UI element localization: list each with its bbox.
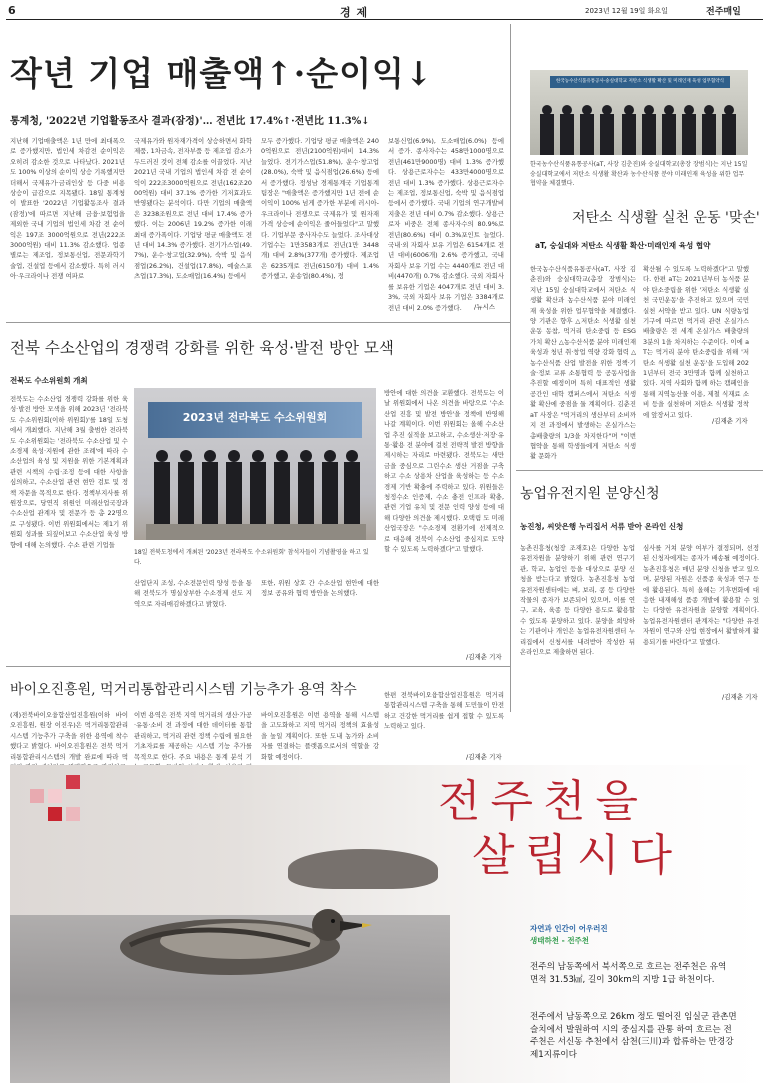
issue-date: 2023년 12월 19일 화요일 <box>585 7 668 15</box>
committee-banner-text: 2023년 전라북도 수소위원회 <box>182 411 328 424</box>
header-rule <box>6 19 763 20</box>
a5-body-col3: 바이오진흥원은 이번 용역을 통해 시스템을 고도화하고 지역 먹거리 정책의 효율성을 높일 계획이다. 또한 도내 농가와 소비자를 연결하는 플랫폼으로서의 역할을 강화할 예정이다. <box>261 711 379 761</box>
ad-paragraph-2: 전주에서 남동쪽으로 26km 정도 떨어진 임실군 관촌면 슬치에서 발원하여 시의 중심지를 관통 하여 흐르는 전주천은 서신동 추천에서 삼천(三川)과 합류하는 만경강 제1지류이다 <box>530 1012 737 1060</box>
a1-headline: 작년 기업 매출액↑·순이익↓ <box>10 54 434 93</box>
a3-top-rule <box>6 322 510 323</box>
committee-people <box>146 446 366 540</box>
a3-body-col3a: 산업단지 조성, 수소전문인력 양성 등을 통해 전북도가 명실상부한 수소경제 선도 지역으로 자리매김하겠다고 밝혔다. <box>134 579 252 608</box>
a5-body-col1: (재)전북바이오융합산업진흥원(이하 바이오진흥원, 원장 이진우)은 먹거리통합관리시스템 기능추가 구축을 위한 용역에 착수했다고 밝혔다. 바이오진흥원은 전북 먹거리통합관리시스템의 개발 완료에 따라 먹 <box>10 711 128 761</box>
hydrogen-committee-photo <box>134 388 376 540</box>
a3-headline: 전북 수소산업의 경쟁력 강화를 위한 육성·발전 방안 모색 <box>10 339 394 357</box>
a2-body-col1: 한국농수산식품유통공사(aT, 사장 김춘진)와 숭실대학교(총장 장범식)는 지난 15일 숭실대학교에서 저탄소 식생활 확산과 농수산식품 분야 미래인재 육성을 위한 업무협약을 체결했다. 양 기관은 향후 △저탄소 식생활 실천 운동 동참, 먹거리 탄소중립 등 ESG 가치 확산 △농수산식품 분야 미래인재 육성과 청년 취·창업 역량 강화 협력 △ 농수산식품 산업 발전을 위한 정책·기술·정보 교류 소통협력 등 공동사업을 추진할 예정이며 특히 대표적인 생활공간인 대학 캠퍼스에서 저탄소 식생활 확산에 중점을 둘 계획이다. 김춘진 aT 사장은 "먹거리의 생산부터 소비까지 전 과정에서 발생하는 온실가스는 총배출량의 1/3을 차지한다"며 "이번 협약을 통해 학생들에게 저탄소 식생활 문화가 <box>530 265 636 461</box>
ad-title-line1: 전주천을 <box>438 776 649 827</box>
hydrogen-photo-caption: 18일 전북도청에서 개최된 '2023년 전라북도 수소위원회' 참석자들이 기념촬영을 하고 있다. <box>134 549 369 566</box>
a1-body-col3: 모두 증가했다. 기업당 평균 매출액은 2400억원으로 전년(2100억원)대비 14.3% 늘었다. 전기가스업(51.8%), 운수·창고업(28.0%), 숙박 및 음식점업(26.6%) 등에서 증가했다. 정성남 경제통계국 기업통계팀장은 "매출액은 증가했지만 1년 전에 순이익이 100% 넘게 증가한 부분에 러시아-우크라이나 전쟁으로 국제유가 및 원자재가격 상승에 순이익은 줄어들었다"고 말했다. 기업부문 중사자수도 늘었다. 조사대상 기업수는 1만3583개로 전년(1만 3448개) 대비 2.8%(377개) 증가했다. 제조업은 6235개로 전년(6150개) 대비 1.4% 증가했고, 운송업(80.4%), 정 <box>261 137 379 281</box>
a4-byline: /김재춘 기자 <box>722 693 758 701</box>
column-divider <box>510 24 511 712</box>
mou-photo <box>530 70 748 155</box>
duck-illustration <box>90 875 390 985</box>
paper-name: 전주매일 <box>706 7 741 17</box>
a5-body-col4: 한편 전북바이오융합산업진흥원은 먹거리통합관리시스템 구축을 통해 도민들이 안전하고 건강한 먹거리를 쉽게 접할 수 있도록 노력하고 있다. <box>384 691 504 731</box>
right-rule-1 <box>516 470 763 471</box>
section-name: 경 제 <box>340 6 369 19</box>
a1-body-col1: 지난해 기업매출액은 1년 만에 최대폭으로 증가했지만, 법인세 차감전 순이익은 오히려 감소한 것으로 나타났다. 2021년도 100% 이상의 순이익 상승 기록했지만 더해서 국제유가·금리인상 등 다중 비용상승이 급감으로 지목됐다. 18일 통계청이 발표한 '2022년 기업활동조사 결과(잠정)'에 따르면 지난해 금융·보험업을 제외한 국내 기업의 법인세 차감 전 순이익은 197조 3000억원으로 전년(222조3000억원) 대비 11.3% 감소했다. 업종별로는 제조업, 정보통신업, 전문과학기술업, 건설업 등에서 감소했다. 특히 러시아·우크라이나 전쟁 여파로 <box>10 137 125 281</box>
a3-body-col2: 방안에 대한 의견을 교환했다. 전북도는 이날 위원회에서 나온 의견을 바탕으로 '수소산업 진흥 및 발전 방안'을 정책에 반영해 나갈 계획이다. 이번 위원회는 올해 수소산업 추진 실적을 보고하고, 수소생산·저장·유통·활용 전 분야에 걸친 전략적 발전 방향을 제시하는 자리로 마련됐다. 전북도는 새만금을 중심으로 그린수소 생산 거점을 구축하고 수소 상용차 산업을 육성하는 등 수소경제 기반 확충에 주력하고 있다. 위원들은 청정수소 인증제, 수소 충전 인프라 확충, 관련 기업 유치 및 전문 인력 양성 등에 대해 다양한 의견을 제시했다. 오택림 도 미래산업국장은 "수소경제 전환기에 선제적으로 대응해 전북이 수소산업 중심지로 도약할 수 있도록 노력하겠다"고 말했다. <box>384 389 504 554</box>
a2-headline: 저탄소 식생활 실천 운동 '맞손' <box>572 210 760 226</box>
mou-banner: 한국농수산식품유통공사·숭실대학교 저탄소 식생활 확산 및 미래인재 육성 업무협약식 <box>550 76 730 88</box>
a2-subhead: aT, 숭실대와 저탄소 식생활 확산·미래인재 육성 협약 <box>535 241 711 250</box>
a1-byline: /뉴시스 <box>474 303 496 311</box>
a3-subhead: 전북도 수소위원회 개최 <box>10 376 88 385</box>
a3-body-col3b: 또한, 위원 상호 간 수소산업 현안에 대한 정보 공유와 협력 방안을 논의했다. <box>261 579 379 598</box>
a5-headline: 바이오진흥원, 먹거리통합관리시스템 기능추가 용역 착수 <box>10 682 357 698</box>
a5-top-rule <box>6 666 510 667</box>
a1-body-col2: 국제유가와 원자재가격이 상승하면서 화학제품, 1차금속, 전자부품 등 제조업 감소가 두드러진 것이 전체 감소를 이끌었다. 지난 2021년 국내 기업의 법인세 차감 전 순이익이 222조3000억원으로 전년(162조2000억원) 대비 37.1% 증가한 기저효과도 반영됐다는 분석이다. 다만 기업의 매출액은 3238조원으로 전년 대비 17.4% 증가했다. 이는 2006년 19.2% 증가한 이래 최대 증가폭이다. 기업당 평균 매출액도 전년 대비 14.3% 증가했다. 전기가스업(49.7%), 운수·창고업(32.9%), 숙박 및 음식점업(26.2%), 건설업(17.8%), 예술스포츠업(17.3%), 도소매업(16.4%) 등에서 <box>134 137 252 281</box>
a1-body-col4: 보통신업(6.9%), 도소매업(6.0%) 등에서 증가. 종사자수는 458만1000명으로 전년(461만9000명) 대비 1.3% 증가했다. 상용근로자수는 433만4000명으로 전년 대비 1.3% 증가했다. 상용근로자수는 제조업, 정보통신업, 숙박 및 음식점업 등에서 증가했다. 국내 기업의 연구개발비 지출은 전년 대비 0.7% 감소했다. 상용근로자 비중은 전체 종사자수의 80.9%로 전년(80.6%) 대비 0.3%포인트 늘었다. 국내·외 자회사 보유 기업은 6154개로 전년 대비(6006개) 2.6% 증가했고, 국내 자회사 보유 기업 수는 4440개로 전년 대비(4470개) 0.7% 감소했다. 국외 자회사를 보유한 기업은 4047개로 전년 대비 3.3%, 국외 자회사 보유 기업은 3384개로 전년 대비 2.0% 증가했다. <box>388 137 504 312</box>
a5-byline: /김재춘 기자 <box>466 753 502 761</box>
jeonjucheon-ad <box>10 765 762 1083</box>
a5-body-col2: 이번 용역은 전북 지역 먹거리의 생산·가공·유통·소비 전 과정에 대한 데이터를 통합 관리하고, 먹거리 관련 정책 수립에 필요한 기초자료를 제공하는 시스템 기능 추가를 목적으로 한다. 주요 내용은 통계 분석 기 <box>134 711 252 761</box>
a1-subhead: 통계청, '2022년 기업활동조사 결과(잠정)'… 전년比 17.4%↑·전년比 11.3%↓ <box>10 116 370 127</box>
ad-tagline-2: 생태하천 - 전주천 <box>530 936 590 945</box>
a4-subhead: 농진청, 씨앗은행 누리집서 서류 받아 온라인 신청 <box>520 522 684 531</box>
ad-paragraph-1: 전주의 남동쪽에서 북서쪽으로 흐르는 전주천은 유역면적 31.53㎢, 길이 30km의 지방 1급 하천이다. <box>530 962 727 985</box>
a4-body-col1: 농촌진흥청(청장 조재호)은 다양한 농업유전자원을 분양하기 위해 관련 연구기관, 학교, 농업인 등을 대상으로 분양 신청을 받는다고 밝혔다. 농촌진흥청 농업유전자원센터에는 벼, 보리, 콩 등 다양한 작물의 종자가 보존되어 있으며, 이를 연구, 교육, 육종 등 다양한 용도로 활용할 수 있도록 분양하고 있다. 분양을 희망하는 기관이나 개인은 농업유전자원센터 누리집에서 신청서를 내려받아 작성한 뒤 온라인으로 제출하면 된다. <box>520 544 635 657</box>
a2-body-col2: 확산될 수 있도록 노력하겠다"고 말했다. 한편 aT는 2021년부터 농식품 분야 탄소중립을 위한 '저탄소 식생활 실천 국민운동'을 추진하고 있으며 국민 실천 서약을 받고 있다. UN 식량농업기구에 따르면 먹거리 관련 온실가스 배출량은 전 세계 온실가스 배출량의 3분의 1을 차지하는 수준이다. 이에 aT는 먹거리 분야 탄소중립을 위해 '저탄소 식생활 실천 운동'을 도입해 2021년부터 전국 3만명과 함께 실천하고 있다. 지역 사회와 함께 하는 캠페인을 통해 지역농산물 이용, 제철 식재료 소비 등을 실천하며 저탄소 식생활 정착에 앞장서고 있다. <box>643 265 749 419</box>
mou-people <box>534 102 744 155</box>
a3-body-col1: 전북도는 수소산업 경쟁력 강화를 위한 육성·발전 방안 모색을 위해 2023년 '전라북도 수소위원회(이하 위원회)'를 18일 도청에서 개최했다. 지난해 3월 출범한 전라북도 수소위원회는 '전라북도 수소산업 및 수소경제 육성·지원에 관한 조례'에 따라 수소산업의 육성 및 지원을 위한 기본계획과 관련 시책의 수립·조정 등에 대한 사항을 심의하고, 수소산업 관련 현안 검토 및 정책 자문을 목적으로 한다. 정책부지사를 위원장으로, 당연직 위원인 미래산업국장과 수소산업 관계자 및 전문가 등 총 22명으로 구성됐다. 이번 위원회에서는 제1기 위원회 성과를 되짚어보고 수소산업 육성 방향에 대해 논의했다. 수소 관련 기업들 <box>10 395 128 549</box>
a3-byline: /김재춘 기자 <box>466 653 502 661</box>
a4-body-col2: 심사를 거쳐 분양 여부가 결정되며, 선정된 신청자에게는 종자가 배송될 예정이다. 농촌진흥청은 매년 분양 신청을 받고 있으며, 분양된 자원은 신품종 육성과 연구 등에 활용된다. 특히 올해는 기후변화에 대응한 내재해성 품종 개발에 활용할 수 있는 다양한 유전자원을 분양할 계획이다. 농업유전자원센터 관계자는 "다양한 유전자원이 연구와 산업 현장에서 활발하게 활용되기를 바란다"고 말했다. <box>643 544 759 646</box>
ad-squares <box>30 775 110 835</box>
mou-photo-caption: 한국농수산식품유통공사(aT, 사장 김춘진)와 숭실대학교(총장 장범식)는 지난 15일 숭실대학교에서 저탄소 식생활 확산과 농수산식품 분야 미래인재 육성을 위한 업무협약을 체결했다. <box>530 161 748 187</box>
ad-tagline-1: 자연과 인간이 어우러진 <box>530 924 608 933</box>
page-number: 6 <box>8 4 16 17</box>
ad-title-line2: 살립시다 <box>472 830 683 881</box>
a2-byline: /김재춘 기자 <box>712 417 748 425</box>
a4-headline: 농업유전지원 분양신청 <box>520 486 660 502</box>
